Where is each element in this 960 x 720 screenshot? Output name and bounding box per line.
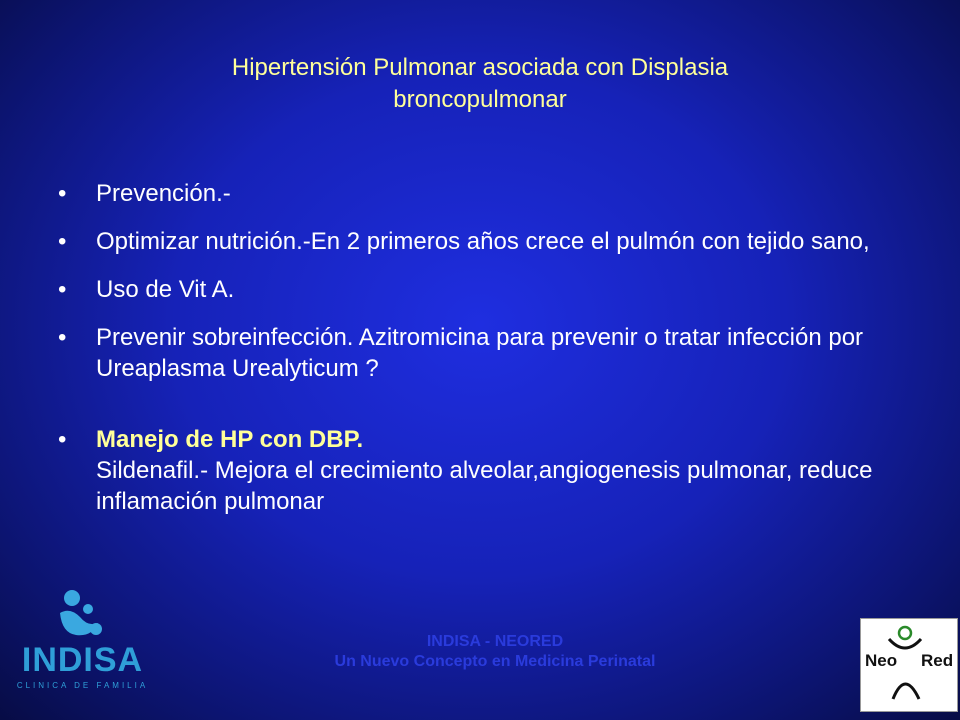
- bullet-heading: Manejo de HP con DBP.: [96, 426, 364, 453]
- bullet-item-manejo: [58, 424, 908, 517]
- bullet-text: Optimizar nutrición.-En 2 primeros años crece el pulmón con tejido sano,: [96, 228, 870, 255]
- indisa-name: INDISA: [21, 641, 144, 679]
- bullet-text: Prevenir sobreinfección. Azitromicina para prevenir o tratar infección por Ureaplasma Urealyticum ?: [96, 324, 864, 382]
- bullet-dot: •: [58, 228, 67, 255]
- footer-line-2: Un Nuevo Concepto en Medicina Perinatal: [334, 653, 656, 670]
- bullet-dot: •: [58, 276, 67, 303]
- bullet-text: Uso de Vit A.: [96, 276, 235, 303]
- indisa-logo: [10, 585, 155, 700]
- bullet-dot: •: [58, 426, 67, 453]
- footer: [230, 632, 760, 672]
- neored-right-text: Red: [921, 651, 954, 670]
- bullet-text: Sildenafil.- Mejora el crecimiento alveolar,angiogenesis pulmonar, reduce inflamación pulmonar: [96, 457, 873, 515]
- neored-logo: [860, 618, 958, 712]
- indisa-tagline: CLINICA DE FAMILIA: [16, 681, 149, 690]
- slide-title-line-2: broncopulmonar: [393, 86, 567, 113]
- bullet-list: [58, 178, 908, 534]
- bullet-item-sobreinfeccion: [58, 322, 908, 384]
- indisa-figure-icon: [10, 585, 155, 645]
- bullet-dot: •: [58, 324, 67, 351]
- bullet-item-nutricion: [58, 226, 908, 257]
- bullet-item-vit-a: [58, 274, 908, 305]
- bullet-item-prevencion: [58, 178, 908, 209]
- neored-left-text: Neo: [865, 651, 898, 670]
- bullet-dot: •: [58, 180, 67, 207]
- bullet-text: Prevención.-: [96, 180, 231, 207]
- slide-title-line-1: Hipertensión Pulmonar asociada con Displasia: [231, 54, 729, 81]
- slide-title: [100, 52, 860, 116]
- footer-line-1: INDISA - NEORED: [426, 633, 564, 650]
